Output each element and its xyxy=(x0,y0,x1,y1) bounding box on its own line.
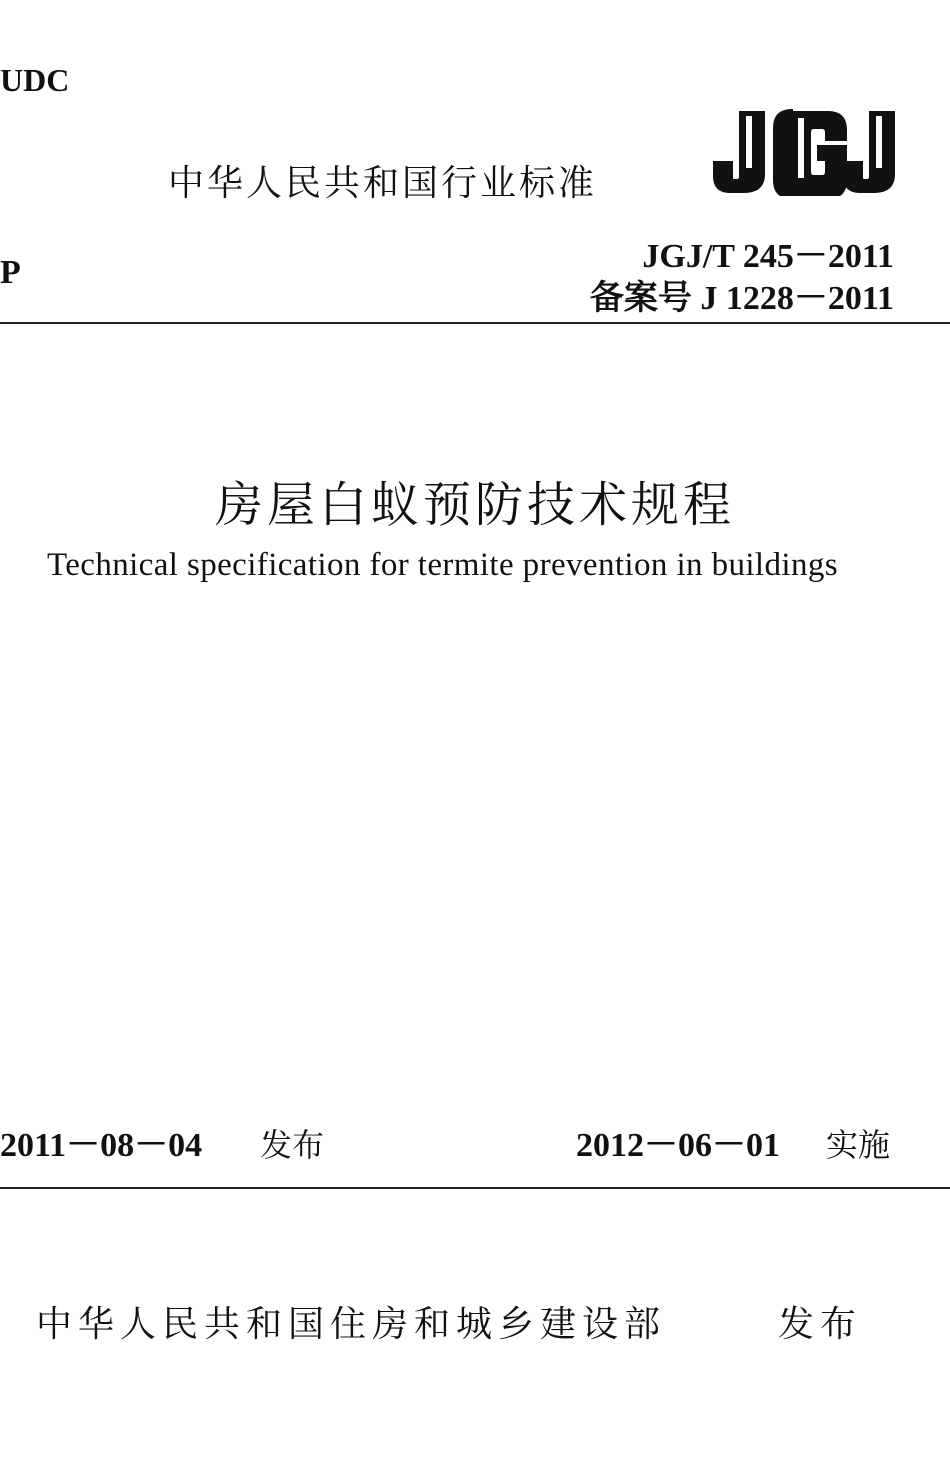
udc-label: UDC xyxy=(0,62,70,98)
publish-date: 2011－08－04 xyxy=(0,1127,203,1164)
standard-category: 中华人民共和国行业标准 xyxy=(168,163,598,204)
publisher-name: 中华人民共和国住房和城乡建设部 xyxy=(36,1304,667,1345)
top-divider xyxy=(0,322,950,324)
category-mark: P xyxy=(0,254,21,291)
bottom-divider xyxy=(0,1187,950,1189)
title-english: Technical specification for termite prevention in buildings xyxy=(46,547,839,583)
standard-number: JGJ/T 245－2011 xyxy=(642,238,894,275)
publisher-action: 发布 xyxy=(778,1304,863,1345)
implement-date: 2012－06－01 xyxy=(576,1127,780,1164)
implement-label: 实施 xyxy=(826,1126,891,1164)
title-chinese: 房屋白蚁预防技术规程 xyxy=(214,477,735,533)
publish-label: 发布 xyxy=(260,1126,325,1164)
record-number: 备案号 J 1228－2011 xyxy=(589,280,894,317)
jgj-logo xyxy=(712,108,898,196)
